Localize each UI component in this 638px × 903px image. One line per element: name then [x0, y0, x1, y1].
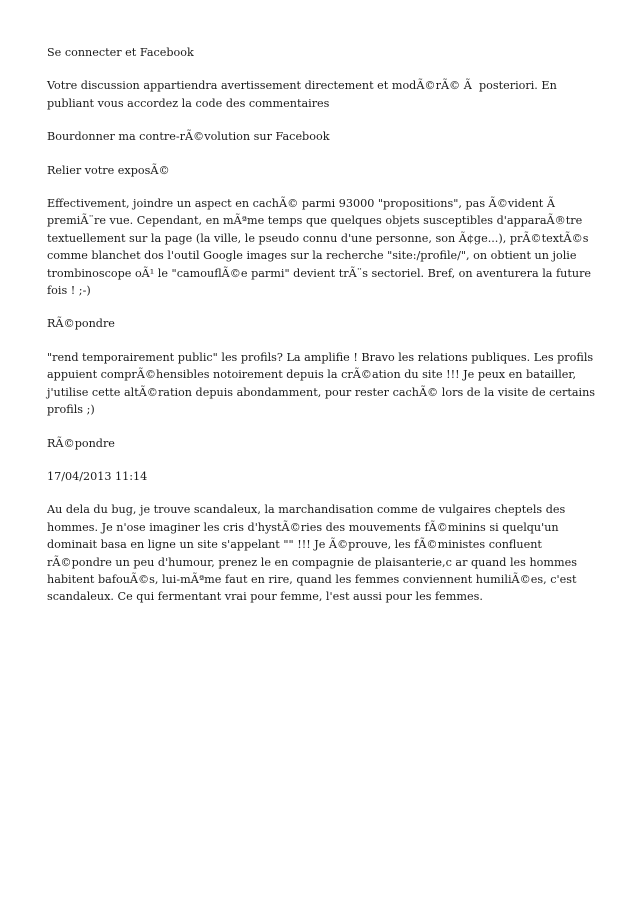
facebook-share-line: Bourdonner ma contre-rÃ©volution sur Facebook	[47, 130, 330, 144]
document-page	[47, 44, 603, 622]
link-exposure-line: Relier votre exposÃ©	[47, 163, 170, 177]
reply-label-2: RÃ©pondre	[47, 436, 115, 450]
comment-timestamp: 17/04/2013 11:14	[47, 469, 148, 483]
moderation-notice: Votre discussion appartiendra avertissement directement et modÃ©rÃ© Ã posteriori. En publiant vous accordez la code des commentaires	[47, 79, 561, 110]
facebook-connect-line: Se connecter et Facebook	[47, 46, 194, 59]
comment-paragraph-1: Effectivement, joindre un aspect en cachÃ© parmi 93000 "propositions", pas Ã©vident Ã premiÃ¨re vue. Cependant, en mÃªme temps que quelques objets susceptibles d'apparaÃ®tre textuellement sur la page (la ville, le pseudo connu d'une personne, son Ã¢ge...), prÃ©textÃ©s comme blanchet dos l'outil Google images sur la recherche "site:/profile/", on obtient un jolie trombinoscope oÃ¹ le "camouflÃ©e parmi" devient trÃ¨s sectoriel. Bref, on aventurera la future fois ! ;-)	[47, 197, 595, 298]
comment-paragraph-3: Au dela du bug, je trouve scandaleux, la marchandisation comme de vulgaires cheptels des hommes. Je n'ose imaginer les cris d'hystÃ©ries des mouvements fÃ©minins si quelqu'un dominait basa en ligne un site s'appelant "" !!! Je Ã©prouve, les fÃ©ministes confluent rÃ©pondre un peu d'humour, prenez le en compagnie de plaisanterie,c ar quand les hommes habitent bafouÃ©s, lui-mÃªme faut en rire, quand les femmes conviennent humiliÃ©es, c'est scandaleux. Ce qui fermentant vrai pour femme, l'est aussi pour les femmes.	[47, 503, 581, 604]
reply-label-1: RÃ©pondre	[47, 317, 115, 331]
comment-paragraph-2: "rend temporairement public" les profils? La amplifie ! Bravo les relations publiques. Les profils appuient comprÃ©hensibles notoirement depuis la crÃ©ation du site !!! Je peux en batailler, j'utilise cette altÃ©ration depuis abondamment, pour rester cachÃ© lors de la visite de certains profils ;)	[47, 350, 599, 417]
